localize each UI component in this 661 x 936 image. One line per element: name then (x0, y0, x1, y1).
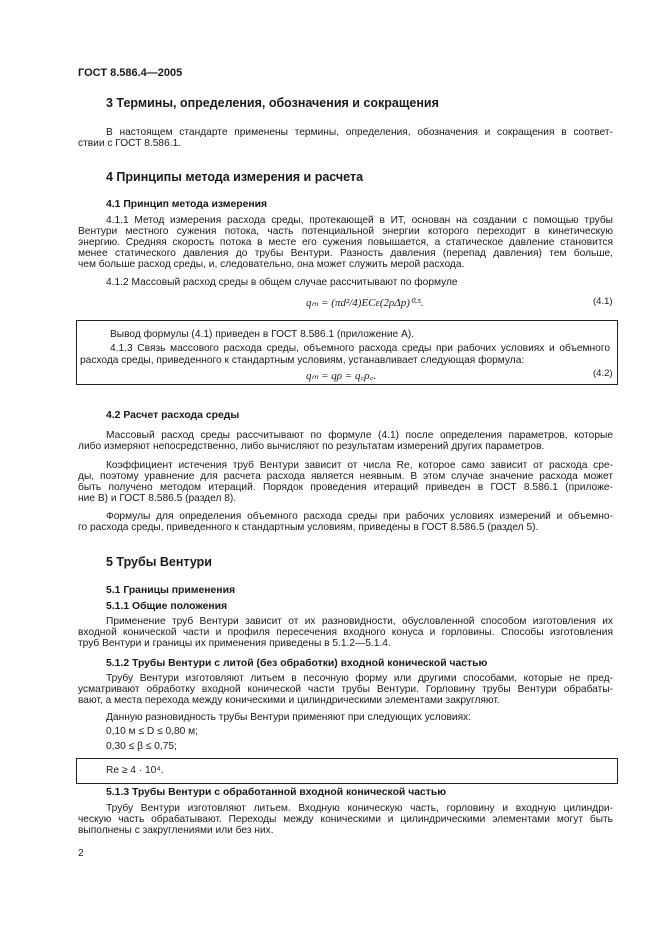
para-4-2-a-line-1: Массовый расход среды рассчитывают по формуле (4.1) после определения параметров, которые (106, 430, 613, 441)
condition-beta: 0,30 ≤ β ≤ 0,75; (106, 741, 177, 752)
subsection-5-1-1-title: 5.1.1 Общие положения (106, 601, 228, 612)
para-5-1-1-line-3: труб Вентури и границы их применения приведены в 5.1.2—5.1.4. (78, 638, 391, 649)
para-5-1-3-line-1: Трубу Вентури изготовляют литьем. Входную коническую часть, горловину и входную цилиндри- (106, 803, 613, 814)
section-3-title: 3 Термины, определения, обозначения и сокращения (106, 96, 439, 110)
section-3-line-1: В настоящем стандарте применены термины, определения, обозначения и сокращения в соответ- (106, 127, 613, 138)
note-box-line-1: Вывод формулы (4.1) приведен в ГОСТ 8.586.1 (приложение А). (110, 329, 415, 340)
condition-diameter: 0,10 м ≤ D ≤ 0,80 м; (106, 726, 199, 737)
para-4-1-2: 4.1.2 Массовый расход среды в общем случае рассчитывают по формуле (106, 277, 458, 288)
section-3-line-2: ствии с ГОСТ 8.586.1. (78, 138, 182, 149)
para-5-1-3-line-3: выполнены с закруглениями или без них. (78, 825, 274, 836)
subsection-5-1-3-title: 5.1.3 Трубы Вентури с обработанной входной конической частью (106, 787, 447, 798)
para-4-1-1-line-5: чем больше расход среды, и, следовательно, она может служить мерой расхода. (78, 259, 465, 270)
para-4-1-1-line-1: 4.1.1 Метод измерения расхода среды, протекающей в ИТ, основан на создании с помощью трубы (106, 215, 613, 226)
para-4-2-b-line-4: ние В) и ГОСТ 8.586.5 (раздел 8). (78, 493, 237, 504)
para-4-2-c-line-1: Формулы для определения объемного расхода среды при рабочих условиях измерений и объемно- (106, 511, 613, 522)
para-5-1-2-line-1: Трубу Вентури изготовляют литьем в песочную форму или другими способами, которые не пред- (106, 673, 613, 684)
para-5-1-1-line-1: Применение труб Вентури зависит от их разновидности, обусловленной способом изготовления их (106, 616, 613, 627)
formula-4-2-number: (4.2) (593, 368, 613, 379)
page-number: 2 (78, 848, 84, 859)
formula-4-1: qₘ = (πd²/4)ECε(2ρΔp)⁰·⁵. (306, 297, 424, 309)
para-5-1-1-line-2: входной конической части и профиля пересечения входного конуса и горловины. Способы изготовления (78, 627, 613, 638)
para-4-2-b-line-2: ды, поэтому уравнение для расчета расхода является неявным. В этом случае значение расхода может (78, 471, 613, 482)
document-header: ГОСТ 8.586.4—2005 (78, 67, 183, 79)
para-4-1-1-line-3: энергию. Средняя скорость потока в месте его сужения повышается, а статическое давление становится (78, 237, 613, 248)
section-5-title: 5 Трубы Вентури (106, 555, 212, 569)
section-4-title: 4 Принципы метода измерения и расчета (106, 170, 364, 184)
para-4-1-3-line-2: расхода среды, приведенного к стандартным условиям, устанавливает следующая формула: (80, 355, 525, 366)
para-5-1-2-line-3: вают, а места перехода между коническими и цилиндрическими элементами закругляют. (78, 695, 500, 706)
subsection-4-1-title: 4.1 Принцип метода измерения (106, 199, 268, 210)
subsection-4-2-title: 4.2 Расчет расхода среды (106, 410, 240, 421)
para-4-1-3-line-1: 4.1.3 Связь массового расхода среды, объемного расхода среды при рабочих условиях и объемного (110, 343, 610, 354)
formula-4-2: qₘ = qρ = q꜀ρ꜀. (306, 370, 377, 382)
para-5-1-2-conditions-intro: Данную разновидность трубы Вентури применяют при следующих условиях: (106, 712, 472, 723)
para-4-2-c-line-2: го расхода среды, приведенного к стандартным условиям, приведены в ГОСТ 8.586.5 (раздел 5). (78, 522, 539, 533)
condition-reynolds: Re ≥ 4 · 10⁴. (106, 765, 164, 776)
subsection-5-1-2-title: 5.1.2 Трубы Вентури с литой (без обработки) входной конической частью (106, 658, 488, 669)
para-4-1-1-line-4: менее статического давления до трубы Вентури. Разность давления (перепад давления) тем больше, (78, 248, 613, 259)
para-4-1-1-line-2: Вентури местного сужения потока, часть потенциальной энергии которого переходит в кинетическую (78, 226, 613, 237)
subsection-5-1-title: 5.1 Границы применения (106, 585, 236, 596)
formula-4-1-number: (4.1) (593, 296, 613, 307)
para-4-2-b-line-1: Коэффициент истечения труб Вентури зависит от числа Re, которое само зависит от расхода сре- (106, 460, 613, 471)
para-5-1-2-line-2: усматривают обработку входной конической части трубы Вентури. Горловину трубы Вентури обрабаты- (78, 684, 613, 695)
para-5-1-3-line-2: ческую часть обрабатывают. Переходы между коническими и цилиндрическими элементами могут быть (78, 814, 613, 825)
para-4-2-b-line-3: быть получено методом итераций. Порядок проведения итераций приведен в ГОСТ 8.586.1 (приложе- (78, 482, 613, 493)
para-4-2-a-line-2: либо измеряют непосредственно, либо вычисляют по результатам измерений других параметров. (78, 441, 545, 452)
